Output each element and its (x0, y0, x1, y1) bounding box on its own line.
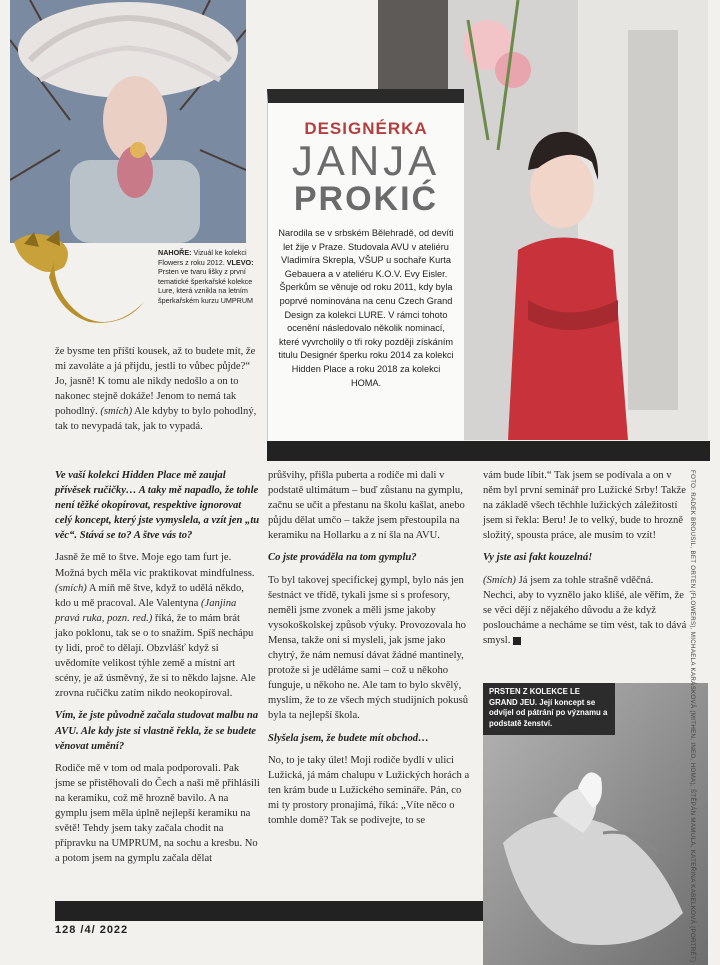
fox-ring-photo (4, 222, 154, 342)
profile-bio: Narodila se v srbském Bělehradě, od devíti let žije v Praze. Studovala AVU v ateliéru Vladimíra Skrepla, VŠUP u sochaře Kurta Gebauera a v ateliéru K.O.V. Evy Eisler. Šperkům se věnuje od roku 2011, kdy byla poprvé nominována na cenu Czech Grand Design za kolekci LURE. V rámci tohoto ocenění následovalo několik nominací, které vyvrcholily o tři roky později získáním titulu Designér šperku roku 2014 za kolekci Hidden Place a roku 2018 za kolekci HOMA. (278, 228, 454, 388)
intro-text-part2: Ale kdyby to bylo pohodlný, tak to nevypadá tak, jak to vypadá. (55, 406, 257, 433)
question-2: Vím, že jste původně začala studovat malbu na AVU. Ale kdy jste si vlastně řekla, že se budete věnovat umění? (55, 710, 259, 752)
question-5: Vy jste asi fakt kouzelná! (483, 552, 593, 564)
question-4: Slyšela jsem, že budete mít obchod… (268, 732, 429, 744)
article-column-2 (268, 468, 473, 835)
answer-1-part-b: A míň mě štve, když to udělá někdo, kdo u mě pracoval. Ale Valentyna (55, 582, 244, 609)
article-column-3 (483, 468, 688, 655)
article-column-1 (55, 468, 260, 873)
page-folio: 128 /4/ 2022 (55, 924, 129, 936)
photo-credit (689, 470, 706, 963)
profile-last-name: PROKIĆ (293, 180, 439, 218)
section-divider-top (267, 441, 710, 461)
end-mark-icon (513, 637, 521, 645)
ring-caption: PRSTEN Z KOLEKCE LE GRAND JEU. Její koncept se odvíjel od pátrání po významu a podstatě ženství. (483, 683, 615, 735)
answer-2: Rodiče mě v tom od mala podporovali. Pak jsme se přistěhovali do Čech a naši mě přihlásili na keramiku, což mě hrozně bavilo. A na gymplu jsem měla úplně nejlepší keramiku na světě! Tehdy jsem taky začala chodit na přípravku na UMPRUM, na sochu a kresbu. No a potom jsem na gymplu začala dělat (55, 762, 260, 865)
caption-text-top: Vizuál ke kolekci Flowers z roku 2012. (158, 248, 247, 267)
answer-4: No, to je taky úlet! Moji rodiče bydlí v ulici Lužická, já mám chalupu v Lužických horách a ten krám bude u Lužického semináře. Pán, co mi ty prostory pronajímá, říká: „Víte něco o tomhle domě? Tak se podívejte, to se (268, 754, 470, 826)
answer-5-text: Já jsem za tohle strašně vděčná. Nechci, aby to vyznělo jako klišé, ale věřím, že se věci dějí z nějakého důvodu a že když posloucháme a necháme se tím vést, tak to dává smysl. (483, 574, 687, 646)
answer-5-smich: (Smích) (483, 574, 516, 586)
answer-1-part-c: říká, že to mám brát jako poklonu, tak se o to snažím. Spíš nechápu ty lidi, proč to dělají. Obzvlášť když si uvědomíte velikost týhle země a místní art scény, je až úsměvný, že si to někdo lajsne. Ale zrovna ručičku zatím nikdo neokopíroval. (55, 612, 256, 700)
question-3: Co jste prováděla na tom gymplu? (268, 552, 417, 564)
photo-credit-text: FOTO: RADEK BROUSIL, BET ORTEN (FLOWERS), MICHAELA KARÁSKOVÁ (MITHEN, INEO, HOMA), ŠTĚPÁN MAMULA, KATEŘINA KABELKOVÁ (PORTRÉT) (689, 470, 696, 963)
answer-1-smich: (smích) (55, 582, 87, 594)
answer-1-part-a: Jasně že mě to štve. Moje ego tam furt je. Možná bych měla víc praktikovat mindfulness. (55, 552, 255, 579)
answer-2-continued: průšvihy, přišla puberta a rodiče mi dali v podstatě ultimátum – buď zůstanu na gymplu, začnu se učit a přestanu na školu kašlat, anebo půjdu dělat umčo – takže jsem přestoupila na keramiku na Hollarku a z ní šla na AVU. (268, 470, 465, 542)
caption-lead-left: VLEVO: (226, 257, 254, 267)
caption-lead-top: NAHOŘE: (158, 248, 192, 257)
designer-profile-box (267, 89, 464, 455)
intro-smich: (smích) (100, 406, 133, 418)
answer-1 (55, 550, 260, 701)
answer-3: To byl takovej specifickej gympl, bylo nás jen šestnáct ve třídě, tykali jsme si s profesory, neměli jsme zvonek a měli jsme jakoby vysokoškolskej způsob výuky. Provozovala ho Mensa, takže oni si mysleli, jak jsme jako chytrý, že nám nemusí dávat žádné mantinely, protože si je uděláme sami – což u někoho funguje, u někoho ne. Ale tam to bylo skvělý, myslím, že to ze všech mých studijních pokusů byla ta nejlepší škola. (268, 574, 469, 722)
profile-kicker: DESIGNÉRKA (304, 119, 428, 138)
answer-5 (483, 573, 688, 648)
profile-first-name: JANJA (291, 137, 441, 184)
caption-text-left: Prsten ve tvaru lišky z první tematické šperkařské kolekce Lure, která vznikla na letním šperkařském kurzu UMPRUM (158, 267, 254, 305)
question-1: Ve vaší kolekci Hidden Place mě zaujal přívěsek ručičky… A taky mě napadlo, že tohle není těžké okopírovat, respektive ignorovat celý koncept, který jste vymyslela, a vzít jen „tu věc“. Stává se to? A štve vás to? (55, 470, 260, 542)
photo-caption-top (158, 248, 258, 306)
section-divider-bottom (55, 901, 485, 921)
intro-text-part1: že bysme ten příští kousek, až to budete mít, že mi zavoláte a já přijdu, jestli to vůbec půjde?“ Jo, jasně! K tomu ale nikdy nedošlo a on to nakonec stejně dokáže! Jenom to nemá tak pohodlný. (55, 346, 256, 418)
answer-1-note: (Janjina pravá ruka, pozn. red.) (55, 597, 237, 624)
intro-text (55, 344, 260, 435)
answer-4-continued: vám bude líbit.“ Tak jsem se podívala a on v něm byl první seminář pro Lužické Srby! Takže na základě všech těchhle lužických záležitostí jsem si řekla: Beru! Je to velký, bude to hrozně složitý, spousta práce, ale musím to vzít! (483, 470, 686, 542)
flowers-visual-photo (10, 0, 246, 243)
